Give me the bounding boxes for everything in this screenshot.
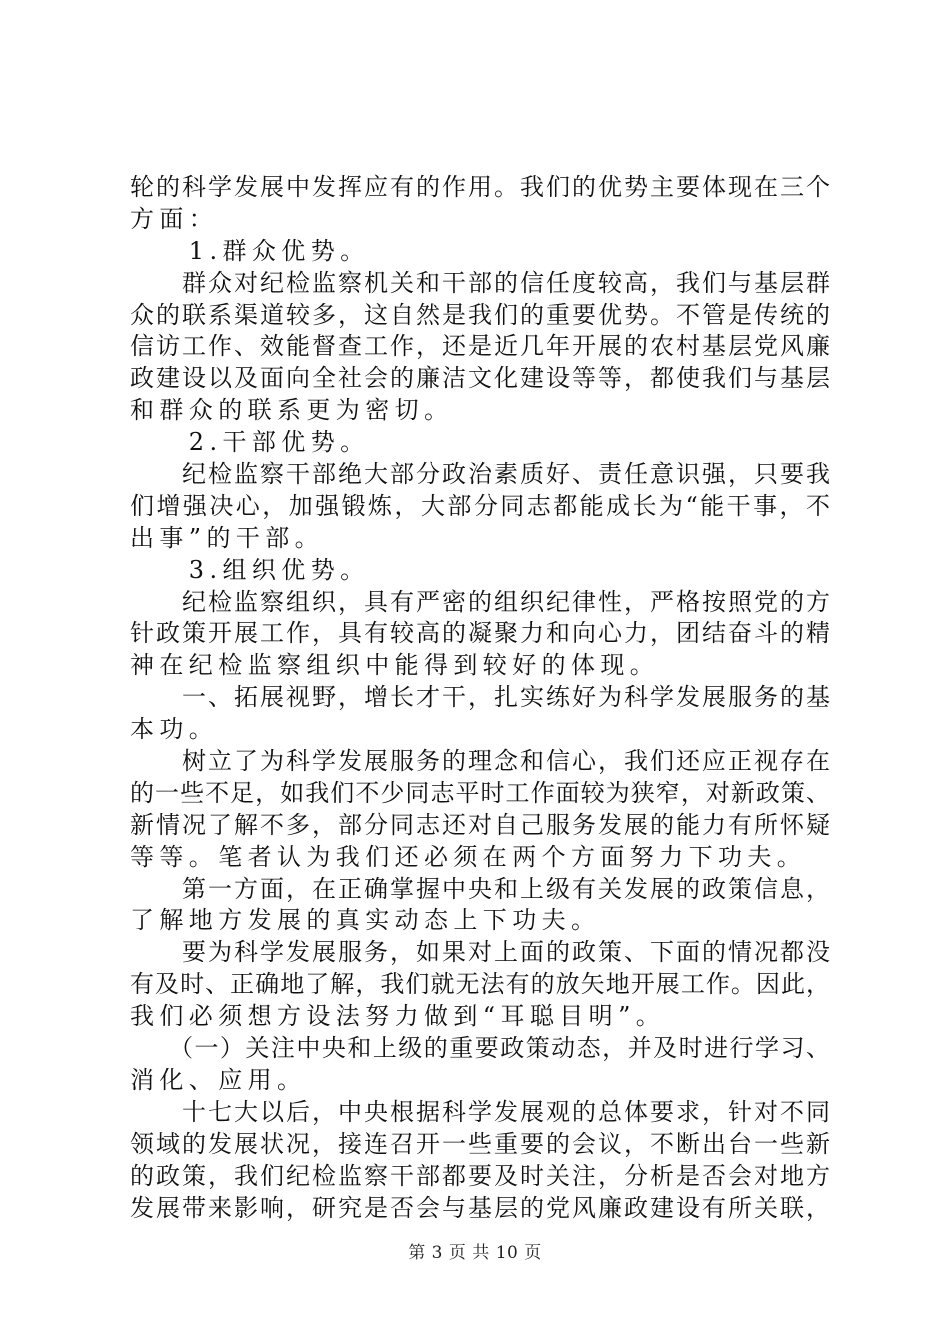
text-line: 和群众的联系更为密切。 xyxy=(130,396,454,425)
text-line: 方面： xyxy=(130,204,219,233)
text-line: 轮的科学发展中发挥应有的作用。我们的优势主要体现在三个 xyxy=(130,173,830,201)
text-line: 领域的发展状况，接连召开一些重要的会议，不断出台一些新 xyxy=(130,1129,830,1158)
text-line: 神在纪检监察组织中能得到较好的体现。 xyxy=(130,651,660,680)
text-line: 一、拓展视野，增长才干，扎实练好为科学发展服务的基 xyxy=(130,683,830,712)
text-line: 十七大以后，中央根据科学发展观的总体要求，针对不同 xyxy=(130,1097,830,1126)
text-line: 新情况了解不多，部分同志还对自己服务发展的能力有所怀疑 xyxy=(130,810,830,839)
text-line: 等等。笔者认为我们还必须在两个方面努力下功夫。 xyxy=(130,842,807,871)
text-line: 的一些不足，如我们不少同志平时工作面较为狭窄，对新政策、 xyxy=(130,778,830,807)
text-line: 要为科学发展服务，如果对上面的政策、下面的情况都没 xyxy=(130,938,830,967)
text-line: （一）关注中央和上级的重要政策动态，并及时进行学习、 xyxy=(130,1034,830,1063)
document-body xyxy=(130,172,830,1224)
text-line: 群众对纪检监察机关和干部的信任度较高，我们与基层群 xyxy=(130,268,830,297)
text-line: 纪检监察干部绝大部分政治素质好、责任意识强，只要我 xyxy=(130,460,830,489)
text-line: 出事”的干部。 xyxy=(130,523,325,552)
text-line: 3.组织优势。 xyxy=(130,555,370,584)
text-line: 2.干部优势。 xyxy=(130,428,370,457)
text-line: 针政策开展工作，具有较高的凝聚力和向心力，团结奋斗的精 xyxy=(130,619,830,648)
text-line: 1.群众优势。 xyxy=(130,236,370,265)
text-line: 我们必须想方设法努力做到“耳聪目明”。 xyxy=(130,1002,666,1031)
text-line: 政建设以及面向全社会的廉洁文化建设等等，都使我们与基层 xyxy=(130,364,830,393)
text-line: 众的联系渠道较多，这自然是我们的重要优势。不管是传统的 xyxy=(130,300,830,329)
text-line: 信访工作、效能督查工作，还是近几年开展的农村基层党风廉 xyxy=(130,332,830,361)
text-line: 了解地方发展的真实动态上下功夫。 xyxy=(130,906,601,935)
text-line: 纪检监察组织，具有严密的组织纪律性，严格按照党的方 xyxy=(130,587,830,616)
text-line: 消化、应用。 xyxy=(130,1065,307,1094)
text-line: 们增强决心，加强锻炼，大部分同志都能成长为“能干事，不 xyxy=(130,491,830,520)
text-line: 树立了为科学发展服务的理念和信心，我们还应正视存在 xyxy=(130,747,830,776)
text-line: 本功。 xyxy=(130,715,219,744)
text-line: 的政策，我们纪检监察干部都要及时关注，分析是否会对地方 xyxy=(130,1161,830,1190)
text-line: 发展带来影响，研究是否会与基层的党风廉政建设有所关联， xyxy=(130,1193,830,1222)
text-line: 第一方面，在正确掌握中央和上级有关发展的政策信息， xyxy=(130,874,830,903)
page-footer: 第 3 页 共 10 页 xyxy=(408,1243,542,1263)
text-line: 有及时、正确地了解，我们就无法有的放矢地开展工作。因此， xyxy=(130,970,830,999)
